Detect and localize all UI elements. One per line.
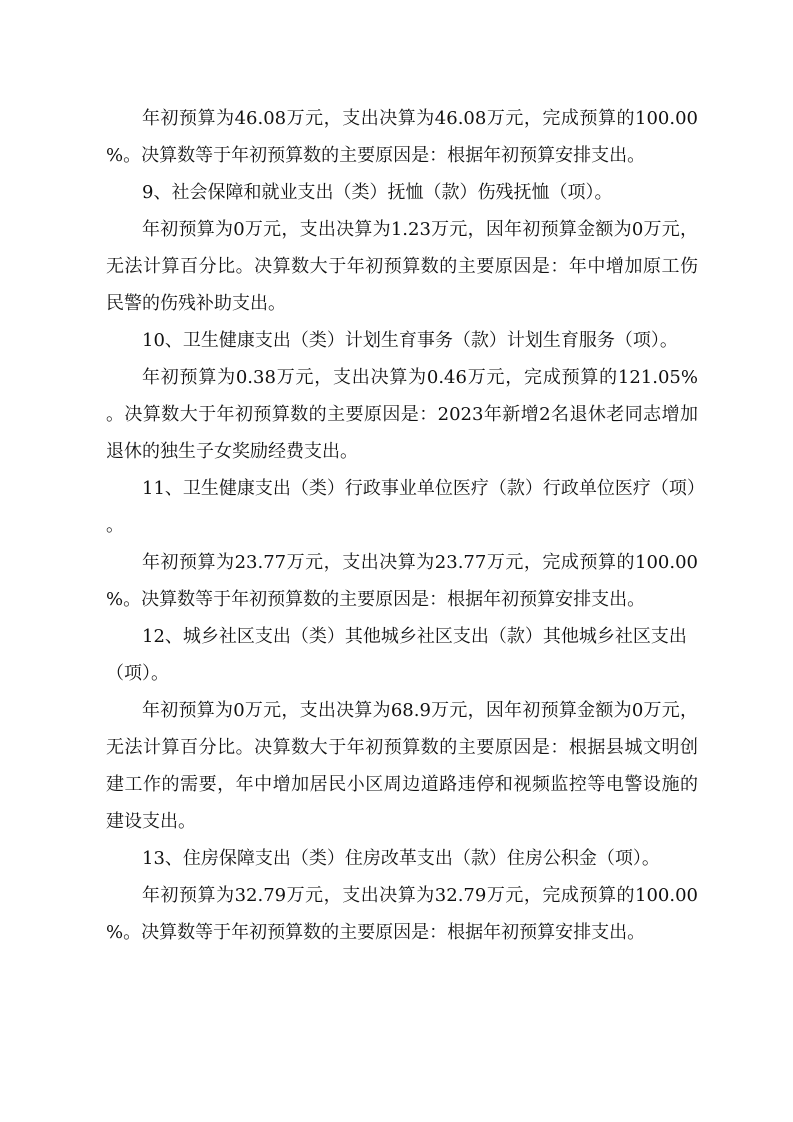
paragraph-budget-1-23: 年初预算为0万元，支出决算为1.23万元，因年初预算金额为0万元，无法计算百分比。决算数大于年初预算数的主要原因是：年中增加原工伤民警的伤残补助支出。 xyxy=(106,219,698,314)
item-heading-12: 12、城乡社区支出（类）其他城乡社区支出（款）其他城乡社区支出（项）。 xyxy=(106,626,687,684)
paragraph-budget-0-46: 年初预算为0.38万元，支出决算为0.46万元，完成预算的121.05%。决算数大于年初预算数的主要原因是：2023年新增2名退休老同志增加退休的独生子女奖励经费支出。 xyxy=(106,367,698,462)
document-body xyxy=(106,100,698,951)
item-heading-10: 10、卫生健康支出（类）计划生育事务（款）计划生育服务（项）。 xyxy=(142,330,678,351)
paragraph-budget-46-08: 年初预算为46.08万元，支出决算为46.08万元，完成预算的100.00%。决算数等于年初预算数的主要原因是：根据年初预算安排支出。 xyxy=(106,108,698,166)
paragraph-budget-32-79: 年初预算为32.79万元，支出决算为32.79万元，完成预算的100.00%。决算数等于年初预算数的主要原因是：根据年初预算安排支出。 xyxy=(106,885,698,943)
paragraph-budget-68-9: 年初预算为0万元，支出决算为68.9万元，因年初预算金额为0万元，无法计算百分比。决算数大于年初预算数的主要原因是：根据县城文明创建工作的需要，年中增加居民小区周边道路违停和视频监控等电警设施的建设支出。 xyxy=(106,700,698,832)
item-heading-9: 9、社会保障和就业支出（类）抚恤（款）伤残抚恤（项）。 xyxy=(142,182,613,203)
item-heading-13: 13、住房保障支出（类）住房改革支出（款）住房公积金（项）。 xyxy=(142,848,660,869)
item-heading-11: 11、卫生健康支出（类）行政事业单位医疗（款）行政单位医疗（项）。 xyxy=(106,478,696,536)
paragraph-budget-23-77: 年初预算为23.77万元，支出决算为23.77万元，完成预算的100.00%。决算数等于年初预算数的主要原因是：根据年初预算安排支出。 xyxy=(106,552,698,610)
